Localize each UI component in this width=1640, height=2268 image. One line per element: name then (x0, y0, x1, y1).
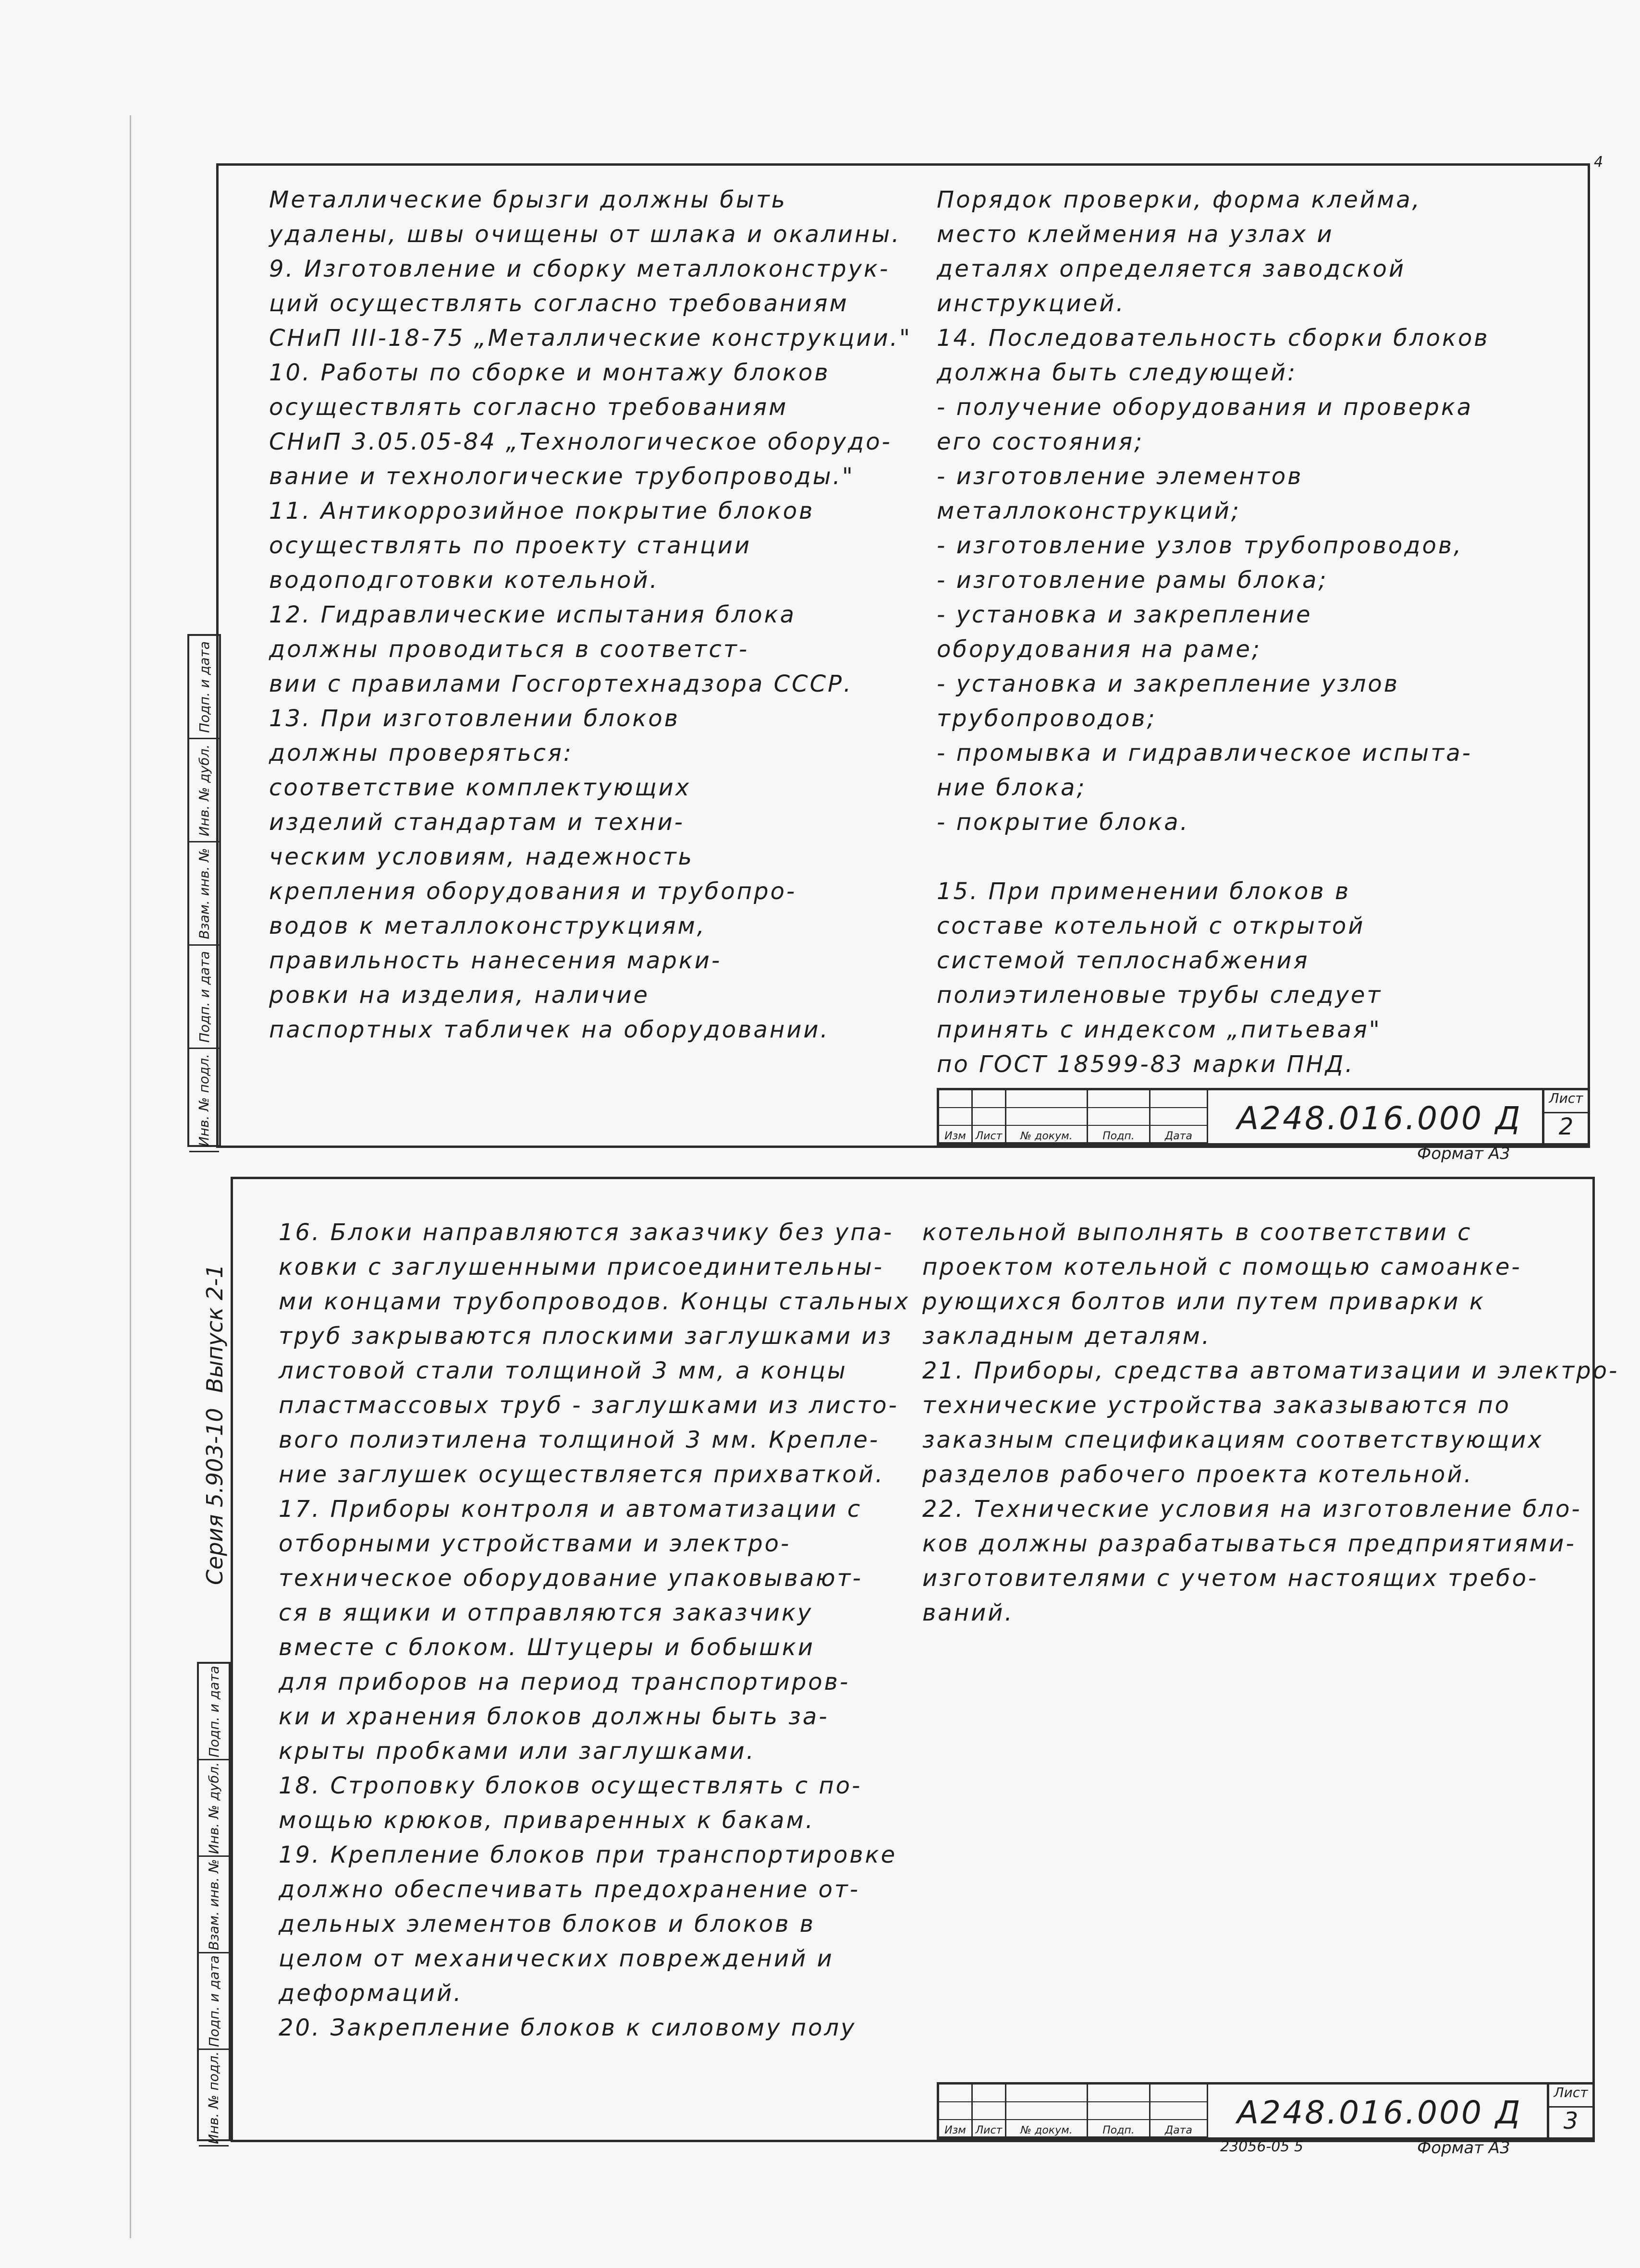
sidebar-cell: Инв. № дубл. (189, 739, 219, 842)
text-line: деформаций. (279, 1980, 463, 2007)
text-line: соответствие комплектующих (269, 774, 691, 801)
text-line: крепления оборудования и трубопро- (269, 878, 797, 905)
text-line: деталях определяется заводской (937, 256, 1406, 282)
text-line: закладным деталям. (922, 1323, 1212, 1350)
text-line: оборудования на раме; (937, 636, 1262, 663)
text-line: мощью крюков, приваренных к бакам. (279, 1807, 815, 1834)
sidebar-cell: Инв. № подл. (199, 2050, 229, 2146)
text-line: правильность нанесения марки- (269, 947, 722, 974)
text-line: его состояния; (937, 428, 1144, 455)
text-line: листовой стали толщиной 3 мм, а концы (279, 1357, 847, 1384)
text-line: осуществлять по проекту станции (269, 532, 752, 559)
text-line: Порядок проверки, форма клейма, (937, 186, 1421, 213)
sidebar-cell: Подп. и дата (199, 1664, 229, 1760)
sheet-number: 3 (1563, 2108, 1579, 2134)
revision-grid: Изм Лист № докум. Подп. Дата (939, 2085, 1208, 2137)
text-column-bottom-right (922, 1215, 1619, 1630)
text-line: 16. Блоки направляются заказчику без упа- (279, 1219, 894, 1246)
text-line: вместе с блоком. Штуцеры и бобышки (279, 1634, 815, 1661)
text-line: водоподготовки котельной. (269, 567, 659, 594)
text-line: должно обеспечивать предохранение от- (279, 1876, 860, 1903)
text-line: 12. Гидравлические испытания блока (269, 601, 796, 628)
text-line: пластмассовых труб - заглушками из листо- (279, 1392, 899, 1419)
issue-label: Выпуск 2-1 (202, 1264, 228, 1393)
sheet-number-box: Лист 3 (1547, 2085, 1592, 2137)
text-line: - изготовление элементов (937, 463, 1303, 490)
text-line: инструкцией. (937, 290, 1126, 317)
text-line: 20. Закрепление блоков к силовому полу (279, 2014, 857, 2041)
sidebar-cell: Инв. № подл. (189, 1049, 219, 1152)
text-line: трубопроводов; (937, 705, 1157, 732)
text-line: ровки на изделия, наличие (269, 982, 650, 1009)
text-line: - изготовление рамы блока; (937, 567, 1328, 594)
text-line: 13. При изготовлении блоков (269, 705, 680, 732)
text-line: должны проводиться в соответст- (269, 636, 749, 663)
sidebar-cell: Подп. и дата (189, 636, 219, 739)
sidebar-cell: Взам. инв. № (199, 1857, 229, 1953)
text-line: 14. Последовательность сборки блоков (937, 325, 1490, 352)
text-line: ся в ящики и отправляются заказчику (279, 1599, 813, 1626)
text-line: целом от механических повреждений и (279, 1945, 834, 1972)
text-line: 21. Приборы, средства автоматизации и электро- (922, 1357, 1619, 1384)
text-line: крыты пробками или заглушками. (279, 1738, 756, 1765)
sidebar-cell: Взам. инв. № (189, 842, 219, 946)
text-line: разделов рабочего проекта котельной. (922, 1461, 1473, 1488)
text-line: паспортных табличек на оборудовании. (269, 1016, 830, 1043)
text-line: должны проверяться: (269, 740, 574, 767)
text-line: ми концами трубопроводов. Концы стальных (279, 1288, 910, 1315)
text-line: труб закрываются плоскими заглушками из (279, 1323, 893, 1350)
text-line: дельных элементов блоков и блоков в (279, 1911, 816, 1938)
text-line: Металлические брызги должны быть (269, 186, 787, 213)
text-line: - промывка и гидравлическое испыта- (937, 740, 1472, 767)
text-line: ние блока; (937, 774, 1087, 801)
text-line: ки и хранения блоков должны быть за- (279, 1703, 829, 1730)
format-label: Формат А3 (1417, 2138, 1510, 2158)
text-line: должна быть следующей: (937, 359, 1297, 386)
text-line: - покрытие блока. (937, 809, 1189, 836)
text-line: 11. Антикоррозийное покрытие блоков (269, 498, 815, 524)
text-line: по ГОСТ 18599-83 марки ПНД. (937, 1051, 1355, 1078)
text-line: рующихся болтов или путем приварки к (922, 1288, 1485, 1315)
revision-grid: Изм Лист № докум. Подп. Дата (939, 1090, 1208, 1143)
text-line: отборными устройствами и электро- (279, 1530, 791, 1557)
text-line: системой теплоснабжения (937, 947, 1310, 974)
sheet-number-box: Лист 2 (1542, 1090, 1588, 1143)
text-line: 9. Изготовление и сборку металлоконструк- (269, 256, 890, 282)
text-line (937, 840, 1490, 874)
text-column-bottom-left (279, 1215, 910, 2045)
text-line: СНиП III-18-75 „Металлические конструкции." (269, 325, 912, 352)
text-line: проектом котельной с помощью самоанке- (922, 1254, 1522, 1280)
text-line: заказным спецификациям соответствующих (922, 1427, 1543, 1453)
corner-mark: 4 (1594, 154, 1603, 171)
text-line: - установка и закрепление (937, 601, 1312, 628)
text-line: ковки с заглушенными присоединительны- (279, 1254, 884, 1280)
text-line: - получение оборудования и проверка (937, 394, 1473, 421)
sidebar-cell: Подп. и дата (189, 946, 219, 1049)
text-line: принять с индексом „питьевая" (937, 1016, 1382, 1043)
text-line: 22. Технические условия на изготовление бло- (922, 1496, 1582, 1523)
title-block-bottom (937, 2082, 1595, 2140)
text-line: вии с правилами Госгортехнадзора СССР. (269, 671, 853, 697)
text-line: полиэтиленовые трубы следует (937, 982, 1383, 1009)
text-line: ческим условиям, надежность (269, 843, 694, 870)
text-line: вого полиэтилена толщиной 3 мм. Крепле- (279, 1427, 880, 1453)
text-line: осуществлять согласно требованиям (269, 394, 788, 421)
text-line: - установка и закрепление узлов (937, 671, 1400, 697)
sidebar-cell: Подп. и дата (199, 1953, 229, 2050)
text-line: вание и технологические трубопроводы." (269, 463, 855, 490)
text-line: технические устройства заказываются по (922, 1392, 1511, 1419)
text-line: составе котельной с открытой (937, 913, 1365, 939)
text-line: техническое оборудование упаковывают- (279, 1565, 863, 1592)
sheet-number: 2 (1558, 1113, 1574, 1140)
text-line: ваний. (922, 1599, 1014, 1626)
text-line: ние заглушек осуществляется прихваткой. (279, 1461, 885, 1488)
text-line: для приборов на период транспортиров- (279, 1669, 850, 1695)
document-code: А248.016.000 Д (1237, 1100, 1522, 1137)
text-line: - изготовление узлов трубопроводов, (937, 532, 1463, 559)
text-line: удалены, швы очищены от шлака и окалины. (269, 221, 901, 248)
text-line: 17. Приборы контроля и автоматизации с (279, 1496, 862, 1523)
title-block-top (937, 1088, 1590, 1146)
text-line: котельной выполнять в соответствии с (922, 1219, 1472, 1246)
sidebar-cell: Инв. № дубл. (199, 1760, 229, 1857)
text-line: изделий стандартам и техни- (269, 809, 685, 836)
text-line: ков должны разрабатываться предприятиями- (922, 1530, 1576, 1557)
sidebar-stamp-bottom (197, 1662, 231, 2144)
print-code: 23056-05 5 (1220, 2138, 1304, 2155)
text-line: 18. Строповку блоков осуществлять с по- (279, 1772, 862, 1799)
text-line: изготовителями с учетом настоящих требо- (922, 1565, 1539, 1592)
text-line: 15. При применении блоков в (937, 878, 1351, 905)
text-line: металлоконструкций; (937, 498, 1241, 524)
text-line: водов к металлоконструкциям, (269, 913, 707, 939)
text-line: СНиП 3.05.05-84 „Технологическое оборудо- (269, 428, 892, 455)
format-label: Формат А3 (1417, 1144, 1510, 1163)
text-column-top-left (269, 183, 912, 1047)
text-column-top-right (937, 183, 1490, 1082)
text-line: 10. Работы по сборке и монтажу блоков (269, 359, 830, 386)
series-label: Серия 5.903-10 (202, 1408, 228, 1585)
text-line: 19. Крепление блоков при транспортировке (279, 1841, 897, 1868)
text-line: ций осуществлять согласно требованиям (269, 290, 849, 317)
text-line: место клеймения на узлах и (937, 221, 1334, 248)
sidebar-stamp-top (187, 634, 221, 1147)
document-code: А248.016.000 Д (1237, 2094, 1522, 2131)
